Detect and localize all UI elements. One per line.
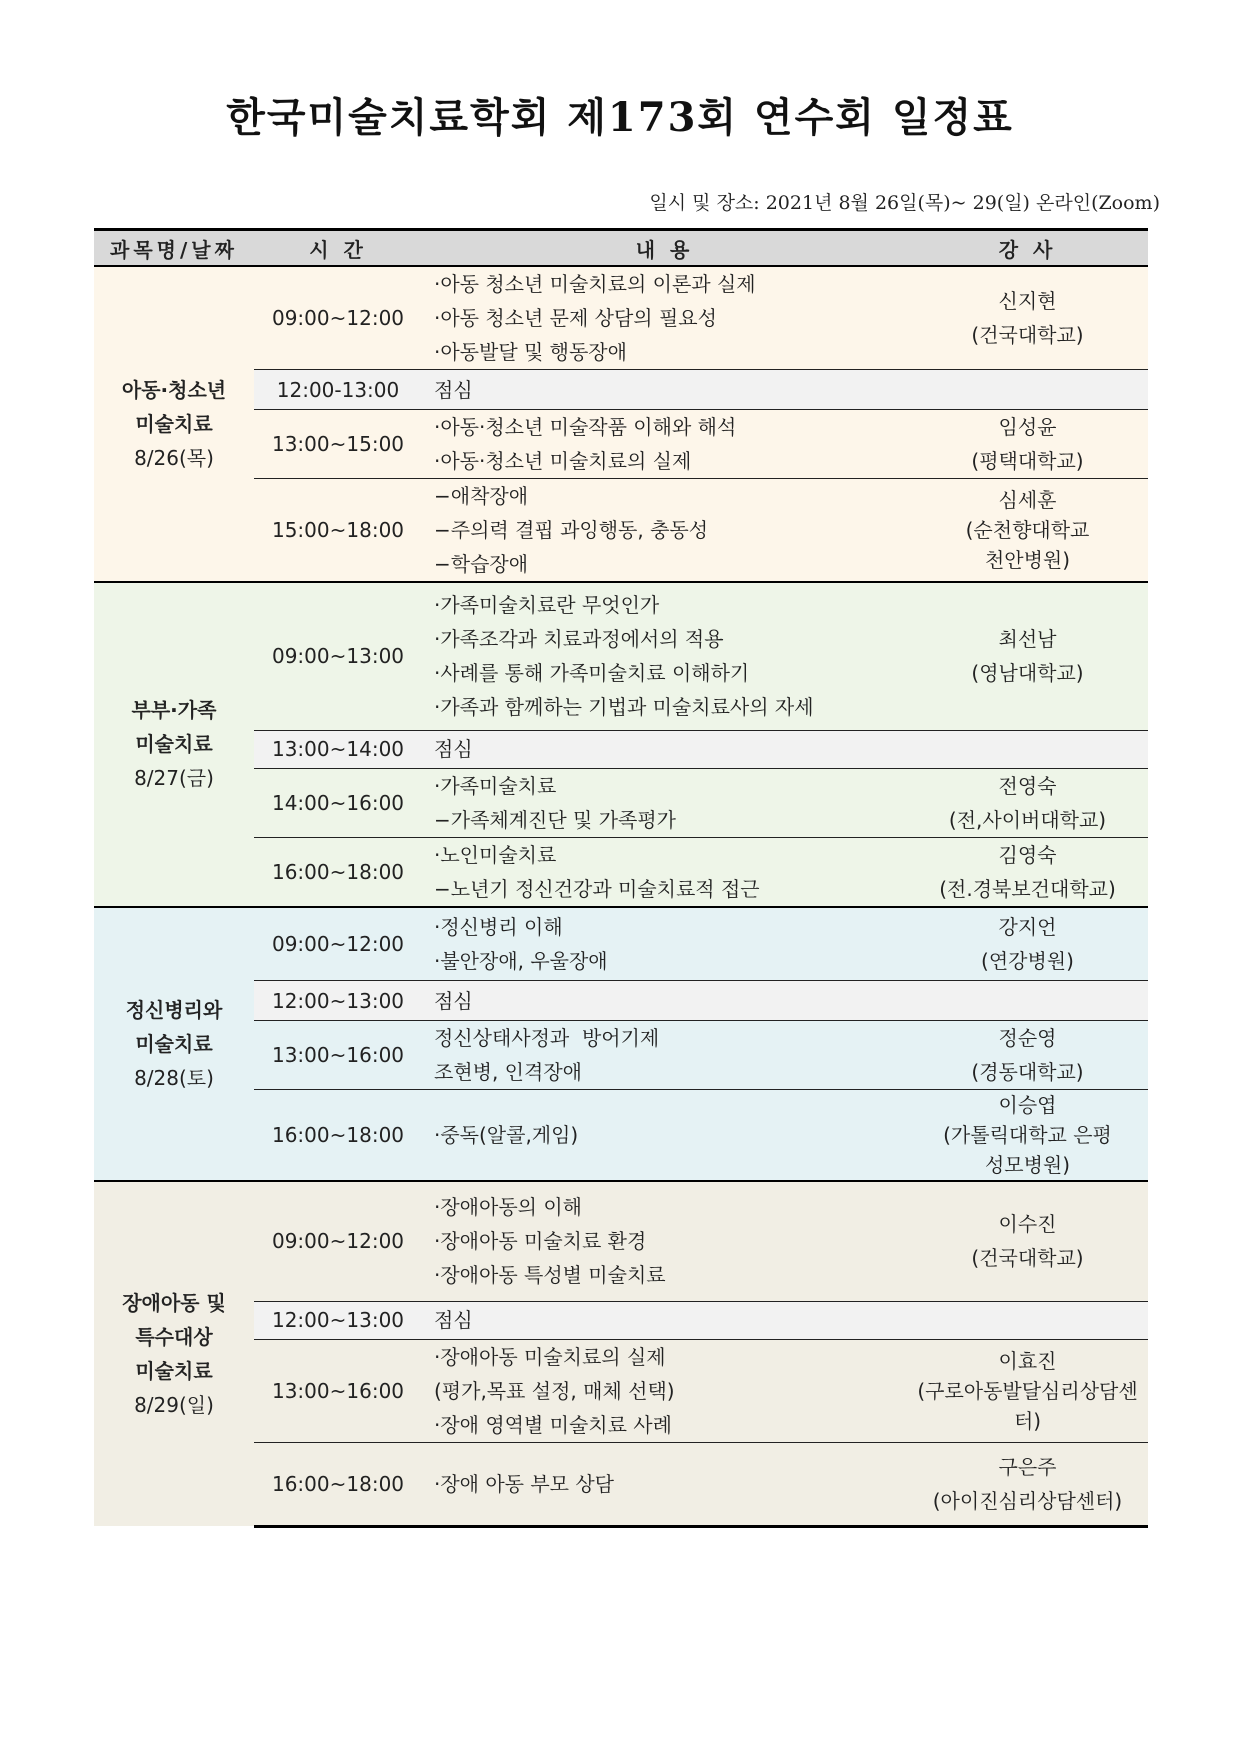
subject-name: 정신병리와 <box>125 997 223 1022</box>
content-cell <box>422 1301 907 1339</box>
header-time: 시 간 <box>254 230 422 267</box>
content-cell <box>422 410 907 479</box>
time-cell: 15:00~18:00 <box>254 479 422 583</box>
lecturer-affiliation: 성모병원) <box>984 1153 1071 1177</box>
content-line: ·장애아동 미술치료 환경 <box>434 1229 647 1254</box>
content-line: −학습장애 <box>434 552 529 576</box>
content-cell <box>422 907 907 981</box>
content-line: −애착장애 <box>434 484 529 508</box>
lecturer-cell <box>907 981 1148 1021</box>
time-cell: 13:00~16:00 <box>254 1339 422 1442</box>
content-line: 조현병, 인격장애 <box>434 1060 582 1084</box>
subject-name: 특수대상 <box>135 1325 213 1349</box>
content-cell <box>422 1021 907 1090</box>
time-cell: 12:00-13:00 <box>254 370 422 410</box>
lecturer-cell <box>907 1021 1148 1090</box>
subject-cell <box>94 266 254 582</box>
lecturer-affiliation: (구로아동발달심리상담센 <box>917 1378 1138 1403</box>
lecturer-affiliation: (평택대학교) <box>971 449 1084 473</box>
content-line: ·노인미술치료 <box>434 842 557 867</box>
content-line: 점심 <box>434 737 473 761</box>
subject-name: 부부·가족 <box>131 698 217 723</box>
time-cell: 09:00~12:00 <box>254 266 422 370</box>
lecturer-name: 김영숙 <box>998 842 1057 867</box>
table-header-row <box>94 230 1148 267</box>
lecturer-cell <box>907 907 1148 981</box>
content-cell <box>422 266 907 370</box>
lecturer-name: 최선남 <box>998 627 1057 652</box>
time-cell: 09:00~13:00 <box>254 582 422 730</box>
subject-cell <box>94 907 254 1182</box>
time-cell: 13:00~15:00 <box>254 410 422 479</box>
lecturer-cell <box>907 1301 1148 1339</box>
time-cell: 16:00~18:00 <box>254 1442 422 1526</box>
lecturer-cell <box>907 582 1148 730</box>
content-line: 점심 <box>434 1308 473 1332</box>
subject-name: 미술치료 <box>135 1359 213 1383</box>
header-content: 내 용 <box>422 230 907 267</box>
content-line: −노년기 정신건강과 미술치료적 접근 <box>434 876 760 901</box>
content-line: ·장애아동의 이해 <box>434 1195 582 1220</box>
content-cell <box>422 1181 907 1301</box>
content-line: ·불안장애, 우울장애 <box>434 948 608 973</box>
content-line: 정신상태사정과 방어기제 <box>434 1026 660 1050</box>
lecturer-affiliation: (순천향대학교 <box>965 518 1090 542</box>
content-line: −가족체계진단 및 가족평가 <box>434 807 676 832</box>
content-cell <box>422 730 907 768</box>
table-row <box>94 266 1148 370</box>
content-cell <box>422 582 907 730</box>
subject-name: 장애아동 및 <box>122 1291 226 1315</box>
content-line: ·가족미술치료 <box>434 773 557 798</box>
time-cell: 13:00~14:00 <box>254 730 422 768</box>
lecturer-cell <box>907 266 1148 370</box>
content-line: ·장애아동 미술치료의 실제 <box>434 1344 666 1369</box>
content-cell <box>422 768 907 837</box>
lecturer-affiliation: (연강병원) <box>981 948 1074 973</box>
content-line: ·정신병리 이해 <box>434 914 563 939</box>
content-line: ·장애 아동 부모 상담 <box>434 1471 614 1496</box>
time-cell: 16:00~18:00 <box>254 837 422 907</box>
content-line: ·사례를 통해 가족미술치료 이해하기 <box>434 661 750 686</box>
page-title: 한국미술치료학회 제173회 연수회 일정표 <box>226 94 1014 141</box>
time-cell: 12:00~13:00 <box>254 1301 422 1339</box>
content-cell <box>422 1442 907 1526</box>
subject-name: 아동·청소년 <box>121 378 227 402</box>
content-line: ·장애 영역별 미술치료 사례 <box>434 1412 672 1437</box>
lecturer-cell <box>907 1181 1148 1301</box>
table-row <box>94 1181 1148 1301</box>
event-info: 일시 및 장소: 2021년 8월 26일(목)~ 29(일) 온라인(Zoom) <box>649 192 1160 214</box>
content-cell <box>422 479 907 583</box>
lecturer-affiliation: (전.경북보건대학교) <box>939 876 1116 901</box>
lecturer-name: 구은주 <box>998 1454 1057 1479</box>
time-cell: 16:00~18:00 <box>254 1090 422 1182</box>
lecturer-cell <box>907 1339 1148 1442</box>
content-cell <box>422 837 907 907</box>
lecturer-affiliation: 터) <box>1013 1408 1042 1433</box>
lecturer-affiliation: (건국대학교) <box>971 1246 1084 1271</box>
content-line: ·가족미술치료란 무엇인가 <box>434 593 660 618</box>
header-subject: 과목명/날짜 <box>94 230 254 267</box>
lecturer-cell <box>907 1090 1148 1182</box>
lecturer-name: 신지현 <box>998 289 1057 313</box>
lecturer-cell <box>907 370 1148 410</box>
content-line: 점심 <box>434 988 473 1013</box>
lecturer-affiliation: 천안병원) <box>984 548 1071 572</box>
content-cell <box>422 370 907 410</box>
lecturer-affiliation: (전,사이버대학교) <box>948 807 1107 832</box>
lecturer-cell <box>907 768 1148 837</box>
header-lecturer: 강 사 <box>907 230 1148 267</box>
content-line: ·가족과 함께하는 기법과 미술치료사의 자세 <box>434 695 814 720</box>
lecturer-affiliation: (경동대학교) <box>971 1060 1084 1084</box>
lecturer-name: 이수진 <box>998 1212 1057 1237</box>
lecturer-name: 이승엽 <box>998 1093 1057 1117</box>
lecturer-name: 정순영 <box>998 1026 1057 1050</box>
content-line: ·아동 청소년 문제 상담의 필요성 <box>434 306 717 330</box>
session-date: 8/27(금) <box>134 766 214 791</box>
subject-cell <box>94 582 254 907</box>
content-line: ·중독(알콜,게임) <box>434 1123 579 1147</box>
content-line: ·아동·청소년 미술작품 이해와 해석 <box>434 415 737 439</box>
content-line: ·장애아동 특성별 미술치료 <box>434 1263 666 1288</box>
lecturer-name: 전영숙 <box>998 773 1057 798</box>
subject-name: 미술치료 <box>135 732 213 757</box>
lecturer-cell <box>907 837 1148 907</box>
schedule-body <box>94 266 1148 1526</box>
content-cell <box>422 1090 907 1182</box>
subject-cell <box>94 1181 254 1526</box>
lecturer-name: 심세훈 <box>998 488 1057 512</box>
content-line: ·가족조각과 치료과정에서의 적용 <box>434 627 724 652</box>
content-line: (평가,목표 설정, 매체 선택) <box>434 1378 675 1403</box>
lecturer-affiliation: (아이진심리상담센터) <box>932 1488 1123 1513</box>
content-line: ·아동 청소년 미술치료의 이론과 실제 <box>434 272 756 296</box>
schedule-table <box>94 228 1148 1528</box>
lecturer-cell <box>907 730 1148 768</box>
content-cell <box>422 981 907 1021</box>
time-cell: 09:00~12:00 <box>254 907 422 981</box>
content-line: ·아동발달 및 행동장애 <box>434 340 627 364</box>
lecturer-cell <box>907 1442 1148 1526</box>
subject-name: 미술치료 <box>135 412 213 436</box>
session-date: 8/28(토) <box>134 1065 214 1090</box>
content-line: −주의력 결핍 과잉행동, 충동성 <box>434 518 709 542</box>
time-cell: 09:00~12:00 <box>254 1181 422 1301</box>
time-cell: 12:00~13:00 <box>254 981 422 1021</box>
lecturer-affiliation: (가톨릭대학교 은평 <box>943 1123 1112 1147</box>
table-row <box>94 582 1148 730</box>
content-line: ·아동·청소년 미술치료의 실제 <box>434 449 692 473</box>
lecturer-name: 강지언 <box>998 914 1057 939</box>
time-cell: 14:00~16:00 <box>254 768 422 837</box>
lecturer-cell <box>907 479 1148 583</box>
content-cell <box>422 1339 907 1442</box>
lecturer-cell <box>907 410 1148 479</box>
session-date: 8/26(목) <box>134 446 214 470</box>
table-row <box>94 907 1148 981</box>
lecturer-name: 임성윤 <box>998 415 1057 439</box>
content-line: 점심 <box>434 377 473 402</box>
lecturer-affiliation: (건국대학교) <box>971 323 1084 347</box>
subject-name: 미술치료 <box>135 1031 213 1056</box>
lecturer-name: 이효진 <box>998 1348 1057 1373</box>
lecturer-affiliation: (영남대학교) <box>971 661 1084 686</box>
time-cell: 13:00~16:00 <box>254 1021 422 1090</box>
session-date: 8/29(일) <box>134 1393 214 1417</box>
